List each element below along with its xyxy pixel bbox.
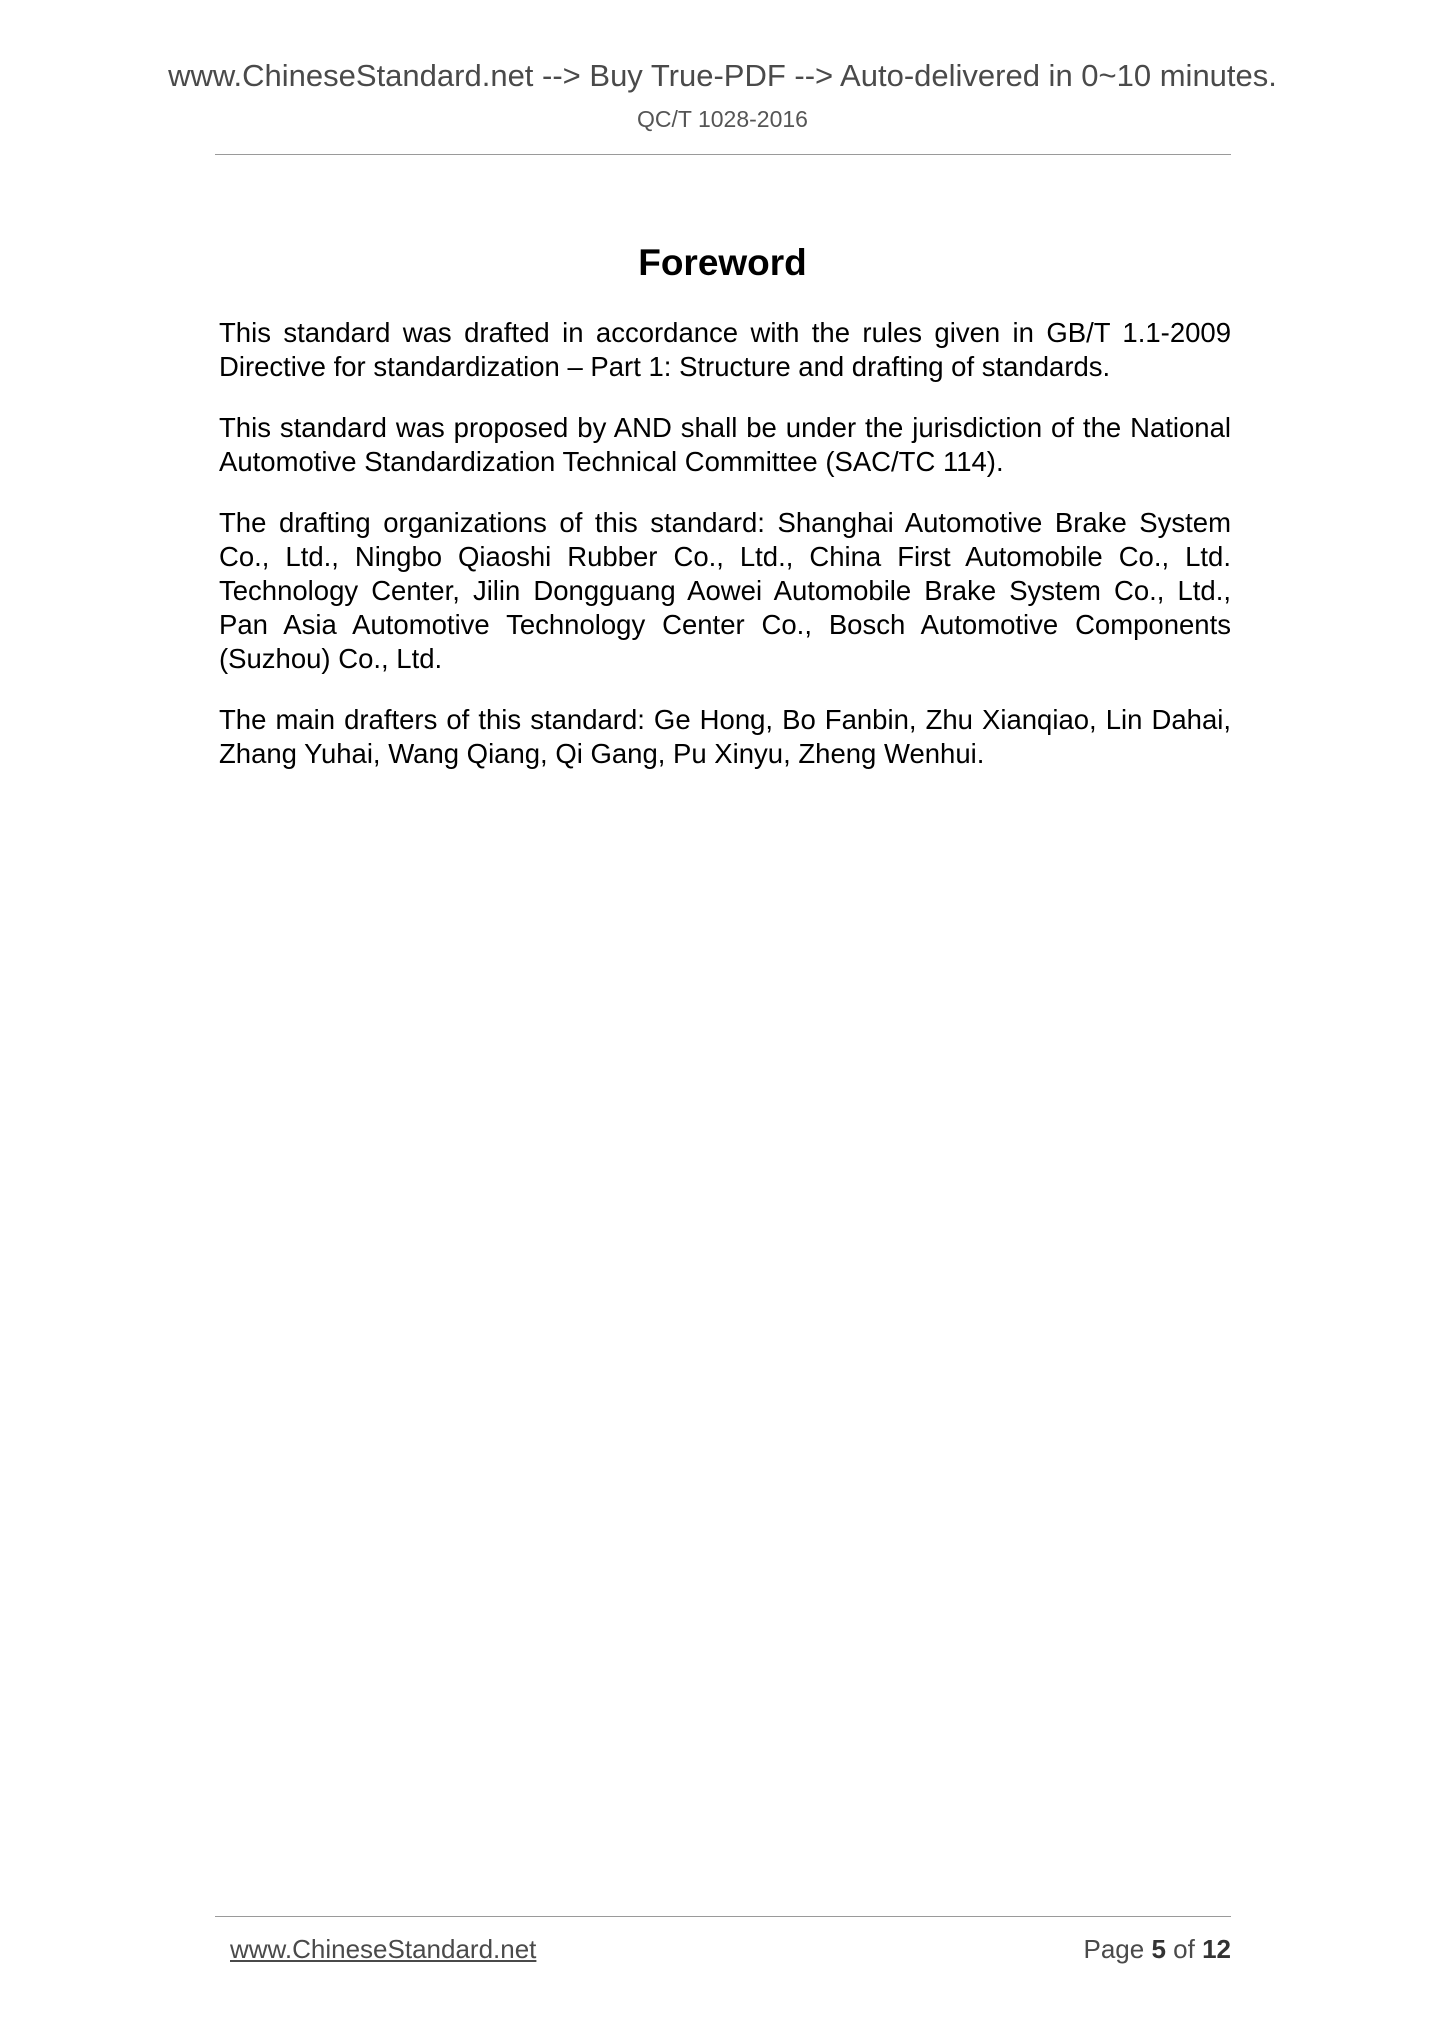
paragraph-drafting-rules: This standard was drafted in accordance with the rules given in GB/T 1.1-2009 Directive for standardization – Part 1: Structure and drafting of standards.: [219, 317, 1231, 382]
site-banner: www.ChineseStandard.net --> Buy True-PDF --> Auto-delivered in 0~10 minutes.: [168, 58, 1277, 93]
page-number: [1083, 1934, 1231, 1965]
paragraph-jurisdiction: This standard was proposed by AND shall be under the jurisdiction of the National Automotive Standardization Technical Committee (SAC/TC 114).: [219, 412, 1231, 477]
paragraph-drafting-organizations: The drafting organizations of this standard: Shanghai Automotive Brake System Co., Ltd., Ningbo Qiaoshi Rubber Co., Ltd., China First Automobile Co., Ltd. Technology Center, Jilin Dongguang Aowei Automobile Brake System Co., Ltd., Pan Asia Automotive Technology Center Co., Bosch Automotive Components (Suzhou) Co., Ltd.: [219, 507, 1231, 674]
page-of: of: [1173, 1934, 1195, 1964]
page-total: 12: [1202, 1934, 1231, 1964]
foreword-body: [219, 316, 1231, 798]
page-title: Foreword: [638, 242, 807, 283]
footer-divider: [215, 1916, 1231, 1917]
document-code: QC/T 1028-2016: [637, 106, 808, 132]
page-current: 5: [1151, 1934, 1166, 1964]
paragraph-main-drafters: The main drafters of this standard: Ge Hong, Bo Fanbin, Zhu Xianqiao, Lin Dahai, Zhang Yuhai, Wang Qiang, Qi Gang, Pu Xinyu, Zheng Wenhui.: [219, 704, 1231, 769]
page-word: Page: [1083, 1934, 1145, 1964]
header-divider: [215, 154, 1231, 155]
footer-site-link[interactable]: www.ChineseStandard.net: [230, 1934, 537, 1964]
